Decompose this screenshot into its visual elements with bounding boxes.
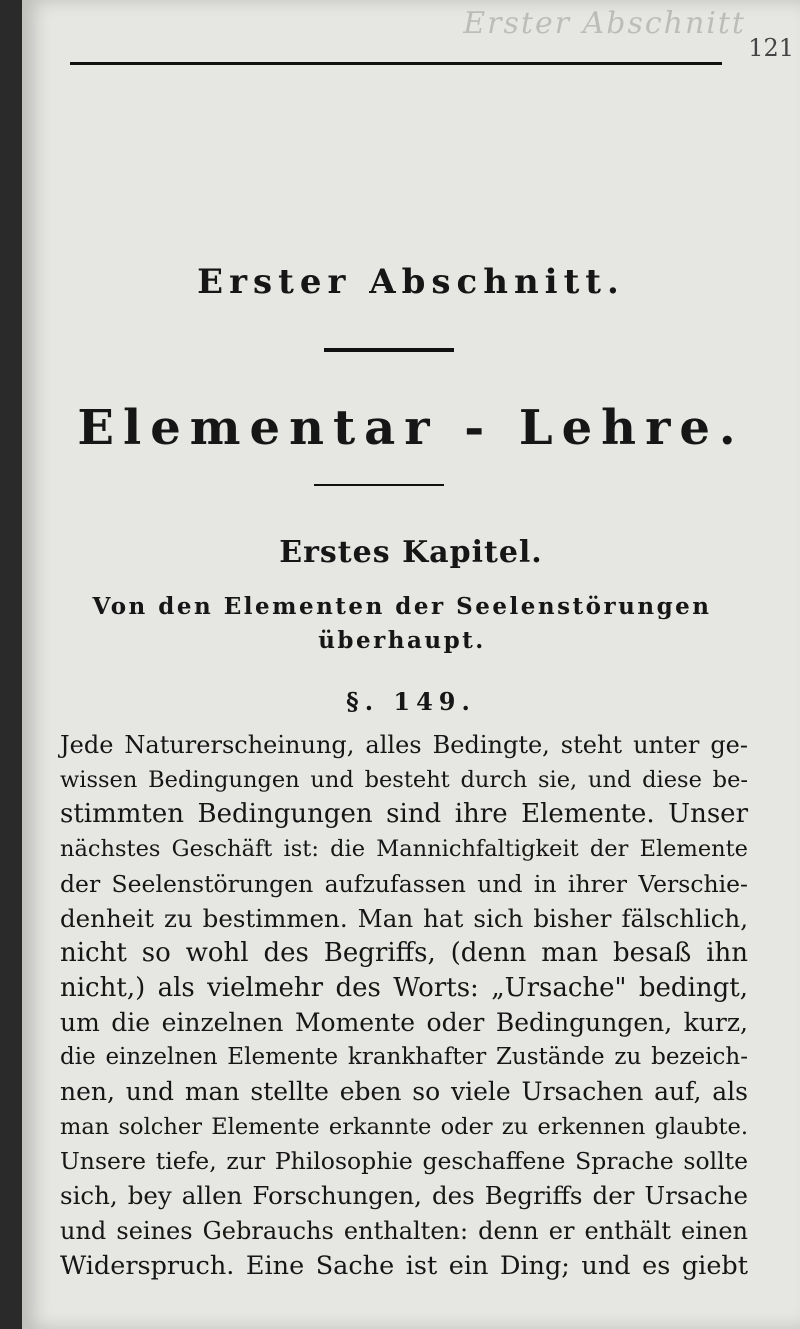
text-line: nicht so wohl des Begriffs, (denn man besaß ihn <box>60 938 748 969</box>
text-line: stimmten Bedingungen sind ihre Elemente. Unser <box>60 799 748 830</box>
chapter-subtitle: Von den Elementen der Seelenstörungen überhaupt. <box>92 593 712 654</box>
paragraph-number: §. 149. <box>346 687 476 716</box>
page-number: 121 <box>748 34 794 62</box>
text-line: Unsere tiefe, zur Philosophie geschaffene Sprache sollte <box>60 1147 748 1176</box>
text-line: Jede Naturerscheinung, alles Bedingte, steht unter ge- <box>60 731 748 759</box>
text-line: die einzelnen Elemente krankhafter Zustände zu bezeich- <box>60 1044 748 1071</box>
text-line: der Seelenstörungen aufzufassen und in ihrer Verschie- <box>60 869 748 898</box>
book-page <box>22 0 800 1329</box>
text-line: um die einzelnen Momente oder Bedingungen, kurz, <box>60 1007 748 1037</box>
text-line: man solcher Elemente erkannte oder zu erkennen glaubte. <box>60 1113 748 1140</box>
text-line: nen, und man stellte eben so viele Ursachen auf, als <box>60 1077 748 1107</box>
chapter-title: Erstes Kapitel. <box>279 535 543 570</box>
divider-rule <box>314 484 444 486</box>
text-line: Widerspruch. Eine Sache ist ein Ding; und es giebt <box>60 1250 748 1281</box>
text-line: wissen Bedingungen und besteht durch sie, und diese be- <box>60 766 748 793</box>
section-title: Erster Abschnitt. <box>197 262 625 302</box>
text-line: nächstes Geschäft ist: die Mannichfaltigkeit der Elemente <box>60 836 748 863</box>
text-line: sich, bey allen Forschungen, des Begriffs der Ursache <box>60 1181 748 1211</box>
body-text <box>60 728 748 1283</box>
text-line: nicht,) als vielmehr des Worts: „Ursache" bedingt, <box>60 972 748 1003</box>
text-line: denheit zu bestimmen. Man hat sich bisher fälschlich, <box>60 903 748 933</box>
part-title: Elementar - Lehre. <box>77 400 745 456</box>
divider-rule <box>324 348 454 352</box>
bleed-through-text: Erster Abschnitt <box>463 6 746 41</box>
header-rule <box>70 62 722 65</box>
text-line: und seines Gebrauchs enthalten: denn er enthält einen <box>60 1216 748 1245</box>
